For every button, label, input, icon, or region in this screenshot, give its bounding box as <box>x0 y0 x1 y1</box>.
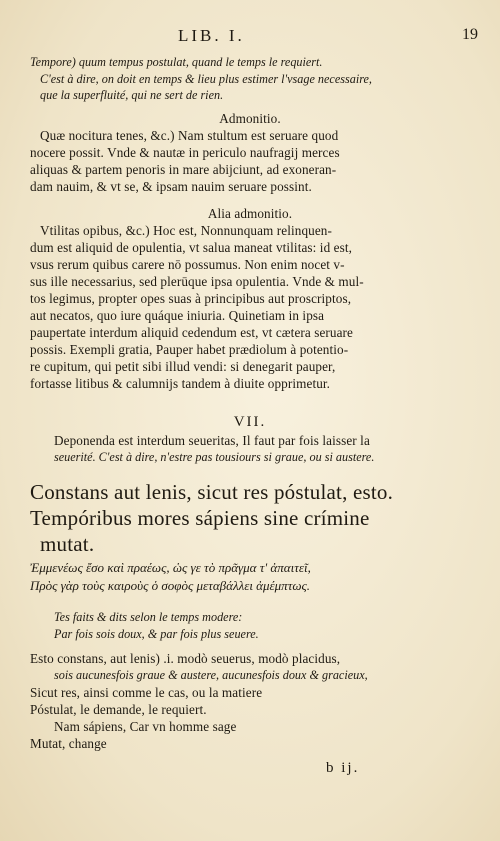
paragraph-line: nocere possit. Vnde & nautæ in periculo naufragij merces <box>30 145 340 160</box>
section-heading: Admonitio. <box>219 111 281 126</box>
greek-line: Ἐμμενέως ἔσο καὶ πραέως, ὡς γε τὸ πρᾶγμα τ' ἀπαιτεῖ, <box>30 560 311 575</box>
running-head: LIB. I. <box>178 26 245 45</box>
greek-line: Πρὸς γὰρ τοὺς καιροὺς ὁ σοφὸς μεταβάλλει ἀμέμπτως. <box>30 578 311 593</box>
verse-line: Constans aut lenis, sicut res póstulat, esto. <box>30 480 394 504</box>
french-verse <box>30 609 470 642</box>
paragraph-line: tos legimus, propter opes suas à principibus aut proscriptos, <box>30 291 352 306</box>
latin-verse <box>30 479 470 557</box>
glosses <box>30 650 470 752</box>
section-number: VII. <box>233 414 267 430</box>
french-line: Tes faits & dits selon le temps modere: <box>54 610 243 624</box>
gloss-line: Mutat, change <box>30 735 107 751</box>
verse-line: mutat. <box>40 532 95 556</box>
greek-verse <box>30 559 470 595</box>
paragraph-line: vsus rerum quibus carere nō possumus. Non enim nocet v- <box>30 257 345 272</box>
signature-mark: b ij. <box>326 760 360 776</box>
paragraph-line: Quæ nocitura tenes, &c.) Nam stultum est seruare quod <box>40 128 339 143</box>
section-heading: Alia admonitio. <box>207 206 293 221</box>
paragraph-line: dum est aliquid de opulentia, vt salua maneat vtilitas: id est, <box>30 240 353 255</box>
intro-line: que la superfluité, qui ne sert de rien. <box>40 88 224 102</box>
admonitio-section <box>30 110 470 195</box>
gloss-line: Sicut res, ainsi comme le cas, ou la matiere <box>30 684 263 700</box>
intro-gloss <box>30 54 470 104</box>
paragraph-line: possis. Exempli gratia, Pauper habet prædiolum à potentio- <box>30 342 349 357</box>
alia-admonitio-section <box>30 205 470 392</box>
intro-line: C'est à dire, on doit en temps & lieu plus estimer l'vsage necessaire, <box>40 71 372 86</box>
gloss-line: Nam sápiens, Car vn homme sage <box>54 718 237 734</box>
paragraph-line: seuerité. C'est à dire, n'estre pas tousiours si graue, ou si austere. <box>54 450 375 464</box>
page-number: 19 <box>462 26 478 43</box>
gloss-line: Póstulat, le demande, le requiert. <box>30 701 207 717</box>
paragraph-line: aut necatos, quo iure quáque iniuria. Quinetiam in ipsa <box>30 308 325 323</box>
paragraph-line: sus ille necessarius, sed plerūque ipsa opulentia. Vnde & mul- <box>30 274 364 289</box>
intro-line: Tempore) quum tempus postulat, quand le temps le requiert. <box>30 55 323 69</box>
paragraph-line: Vtilitas opibus, &c.) Hoc est, Nonnunquam relinquen- <box>40 223 332 238</box>
section-vii <box>30 412 470 466</box>
page-header <box>0 26 500 48</box>
paragraph-line: paupertate interdum aliquid cedendum est, vt cætera seruare <box>30 325 354 340</box>
paragraph-line: dam nauim, & vt se, & ipsam nauim seruare possint. <box>30 179 312 194</box>
verse-line: Tempóribus mores sápiens sine crímine <box>30 506 370 530</box>
paragraph-line: re cupitum, qui petit sibi illud vendi: si denegarit pauper, <box>30 359 336 374</box>
paragraph-line: aliquas & partem penoris in mare abijciunt, ad exoneran- <box>30 162 337 177</box>
paragraph-line: Deponenda est interdum seueritas, Il faut par fois laisser la <box>54 433 370 448</box>
paragraph-line: fortasse litibus & calumnijs tandem à diuite opprimetur. <box>30 376 331 391</box>
gloss-line: sois aucunesfois graue & austere, aucunesfois doux & gracieux, <box>54 668 368 682</box>
gloss-line: Esto constans, aut lenis) .i. modò seuerus, modò placidus, <box>30 651 341 666</box>
french-line: Par fois sois doux, & par fois plus seuere. <box>54 626 259 641</box>
